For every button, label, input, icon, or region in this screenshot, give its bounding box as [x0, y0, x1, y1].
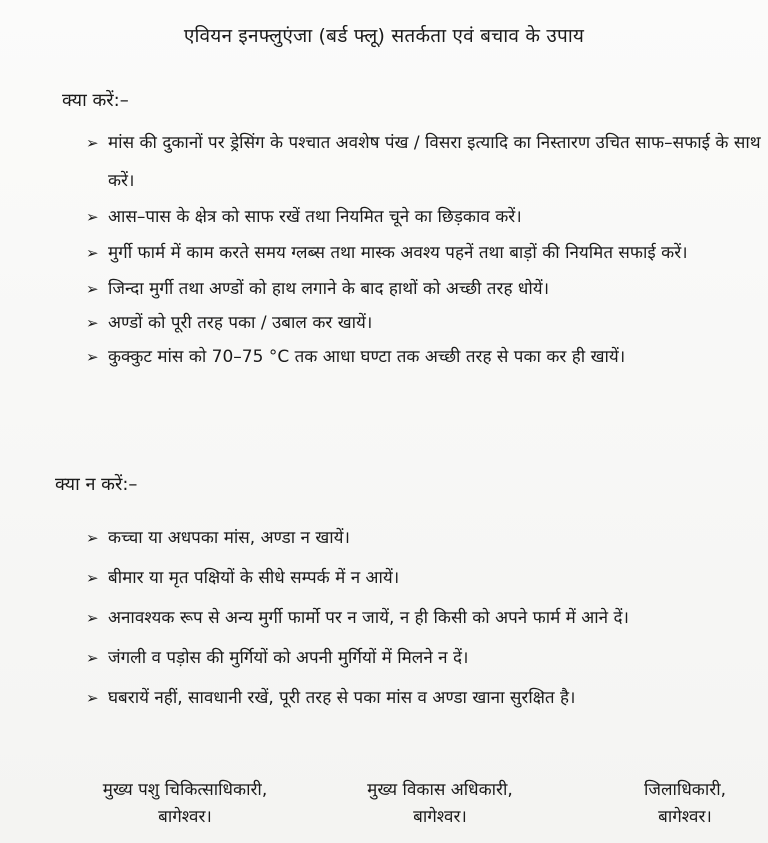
do-section-heading: क्या करें:–	[62, 90, 129, 111]
signatory-place: बागेश्वर।	[658, 807, 712, 827]
list-item-text: कुक्कुट मांस को 70–75 °C तक आधा घण्टा तक अच्छी तरह से पका कर ही खायें।	[108, 347, 626, 367]
arrow-bullet-icon: ➢	[86, 134, 99, 152]
list-item	[86, 200, 768, 234]
list-item	[86, 558, 768, 598]
dont-list	[86, 518, 768, 718]
list-item-text: बीमार या मृत पक्षियों के सीधे सम्पर्क में न आयें।	[108, 568, 400, 588]
dont-section-heading: क्या न करें:–	[55, 474, 138, 495]
do-list	[86, 124, 768, 374]
list-item-text: मांस की दुकानों पर ड्रेसिंग के पश्चात अवशेष पंख / विसरा इत्यादि का निस्तारण उचित साफ–सफाई के साथ करें।	[108, 133, 761, 191]
arrow-bullet-icon: ➢	[86, 609, 99, 627]
notice-title: एवियन इनफ्लुएंजा (बर्ड फ्लू) सतर्कता एवं बचाव के उपाय	[183, 25, 585, 47]
list-item	[86, 598, 768, 638]
list-item-text: जंगली व पड़ोस की मुर्गियों को अपनी मुर्गियों में मिलने न दें।	[108, 648, 469, 668]
list-item-text: घबरायें नहीं, सावधानी रखें, पूरी तरह से पका मांस व अण्डा खाना सुरक्षित है।	[108, 688, 576, 708]
list-item	[86, 272, 768, 306]
signatory-place: बागेश्वर।	[413, 807, 467, 827]
signatory-designation: मुख्य विकास अधिकारी,	[367, 780, 513, 800]
signatory-place: बागेश्वर।	[158, 807, 212, 827]
list-item	[86, 678, 768, 718]
list-item	[86, 306, 768, 340]
list-item	[86, 638, 768, 678]
list-item	[86, 340, 768, 374]
arrow-bullet-icon: ➢	[86, 348, 99, 366]
list-item-text: अण्डों को पूरी तरह पका / उबाल कर खायें।	[108, 313, 373, 333]
signatory-designation: जिलाधिकारी,	[643, 780, 727, 800]
arrow-bullet-icon: ➢	[86, 529, 99, 547]
list-item-text: कच्चा या अधपका मांस, अण्डा न खायें।	[108, 528, 350, 548]
list-item	[86, 518, 768, 558]
arrow-bullet-icon: ➢	[86, 314, 99, 332]
signatory-designation: मुख्य पशु चिकित्साधिकारी,	[102, 780, 268, 800]
list-item-text: आस–पास के क्षेत्र को साफ रखें तथा नियमित चूने का छिड़काव करें।	[108, 207, 522, 227]
list-item-text: मुर्गी फार्म में काम करते समय ग्लब्स तथा मास्क अवश्य पहनें तथा बाड़ों की नियमित सफाई करें।	[108, 243, 688, 263]
arrow-bullet-icon: ➢	[86, 689, 99, 707]
list-item-text: जिन्दा मुर्गी तथा अण्डों को हाथ लगाने के बाद हाथों को अच्छी तरह धोयें।	[108, 279, 550, 299]
arrow-bullet-icon: ➢	[86, 649, 99, 667]
signatory-chief-veterinary-officer	[80, 777, 290, 831]
signatory-chief-development-officer	[340, 777, 540, 831]
list-item-text: अनावश्यक रूप से अन्य मुर्गी फार्मो पर न जायें, न ही किसी को अपने फार्म में आने दें।	[108, 608, 629, 628]
arrow-bullet-icon: ➢	[86, 244, 99, 262]
list-item	[86, 124, 768, 200]
signatory-district-magistrate	[620, 777, 750, 831]
arrow-bullet-icon: ➢	[86, 280, 99, 298]
list-item	[86, 234, 768, 272]
arrow-bullet-icon: ➢	[86, 208, 99, 226]
arrow-bullet-icon: ➢	[86, 569, 99, 587]
